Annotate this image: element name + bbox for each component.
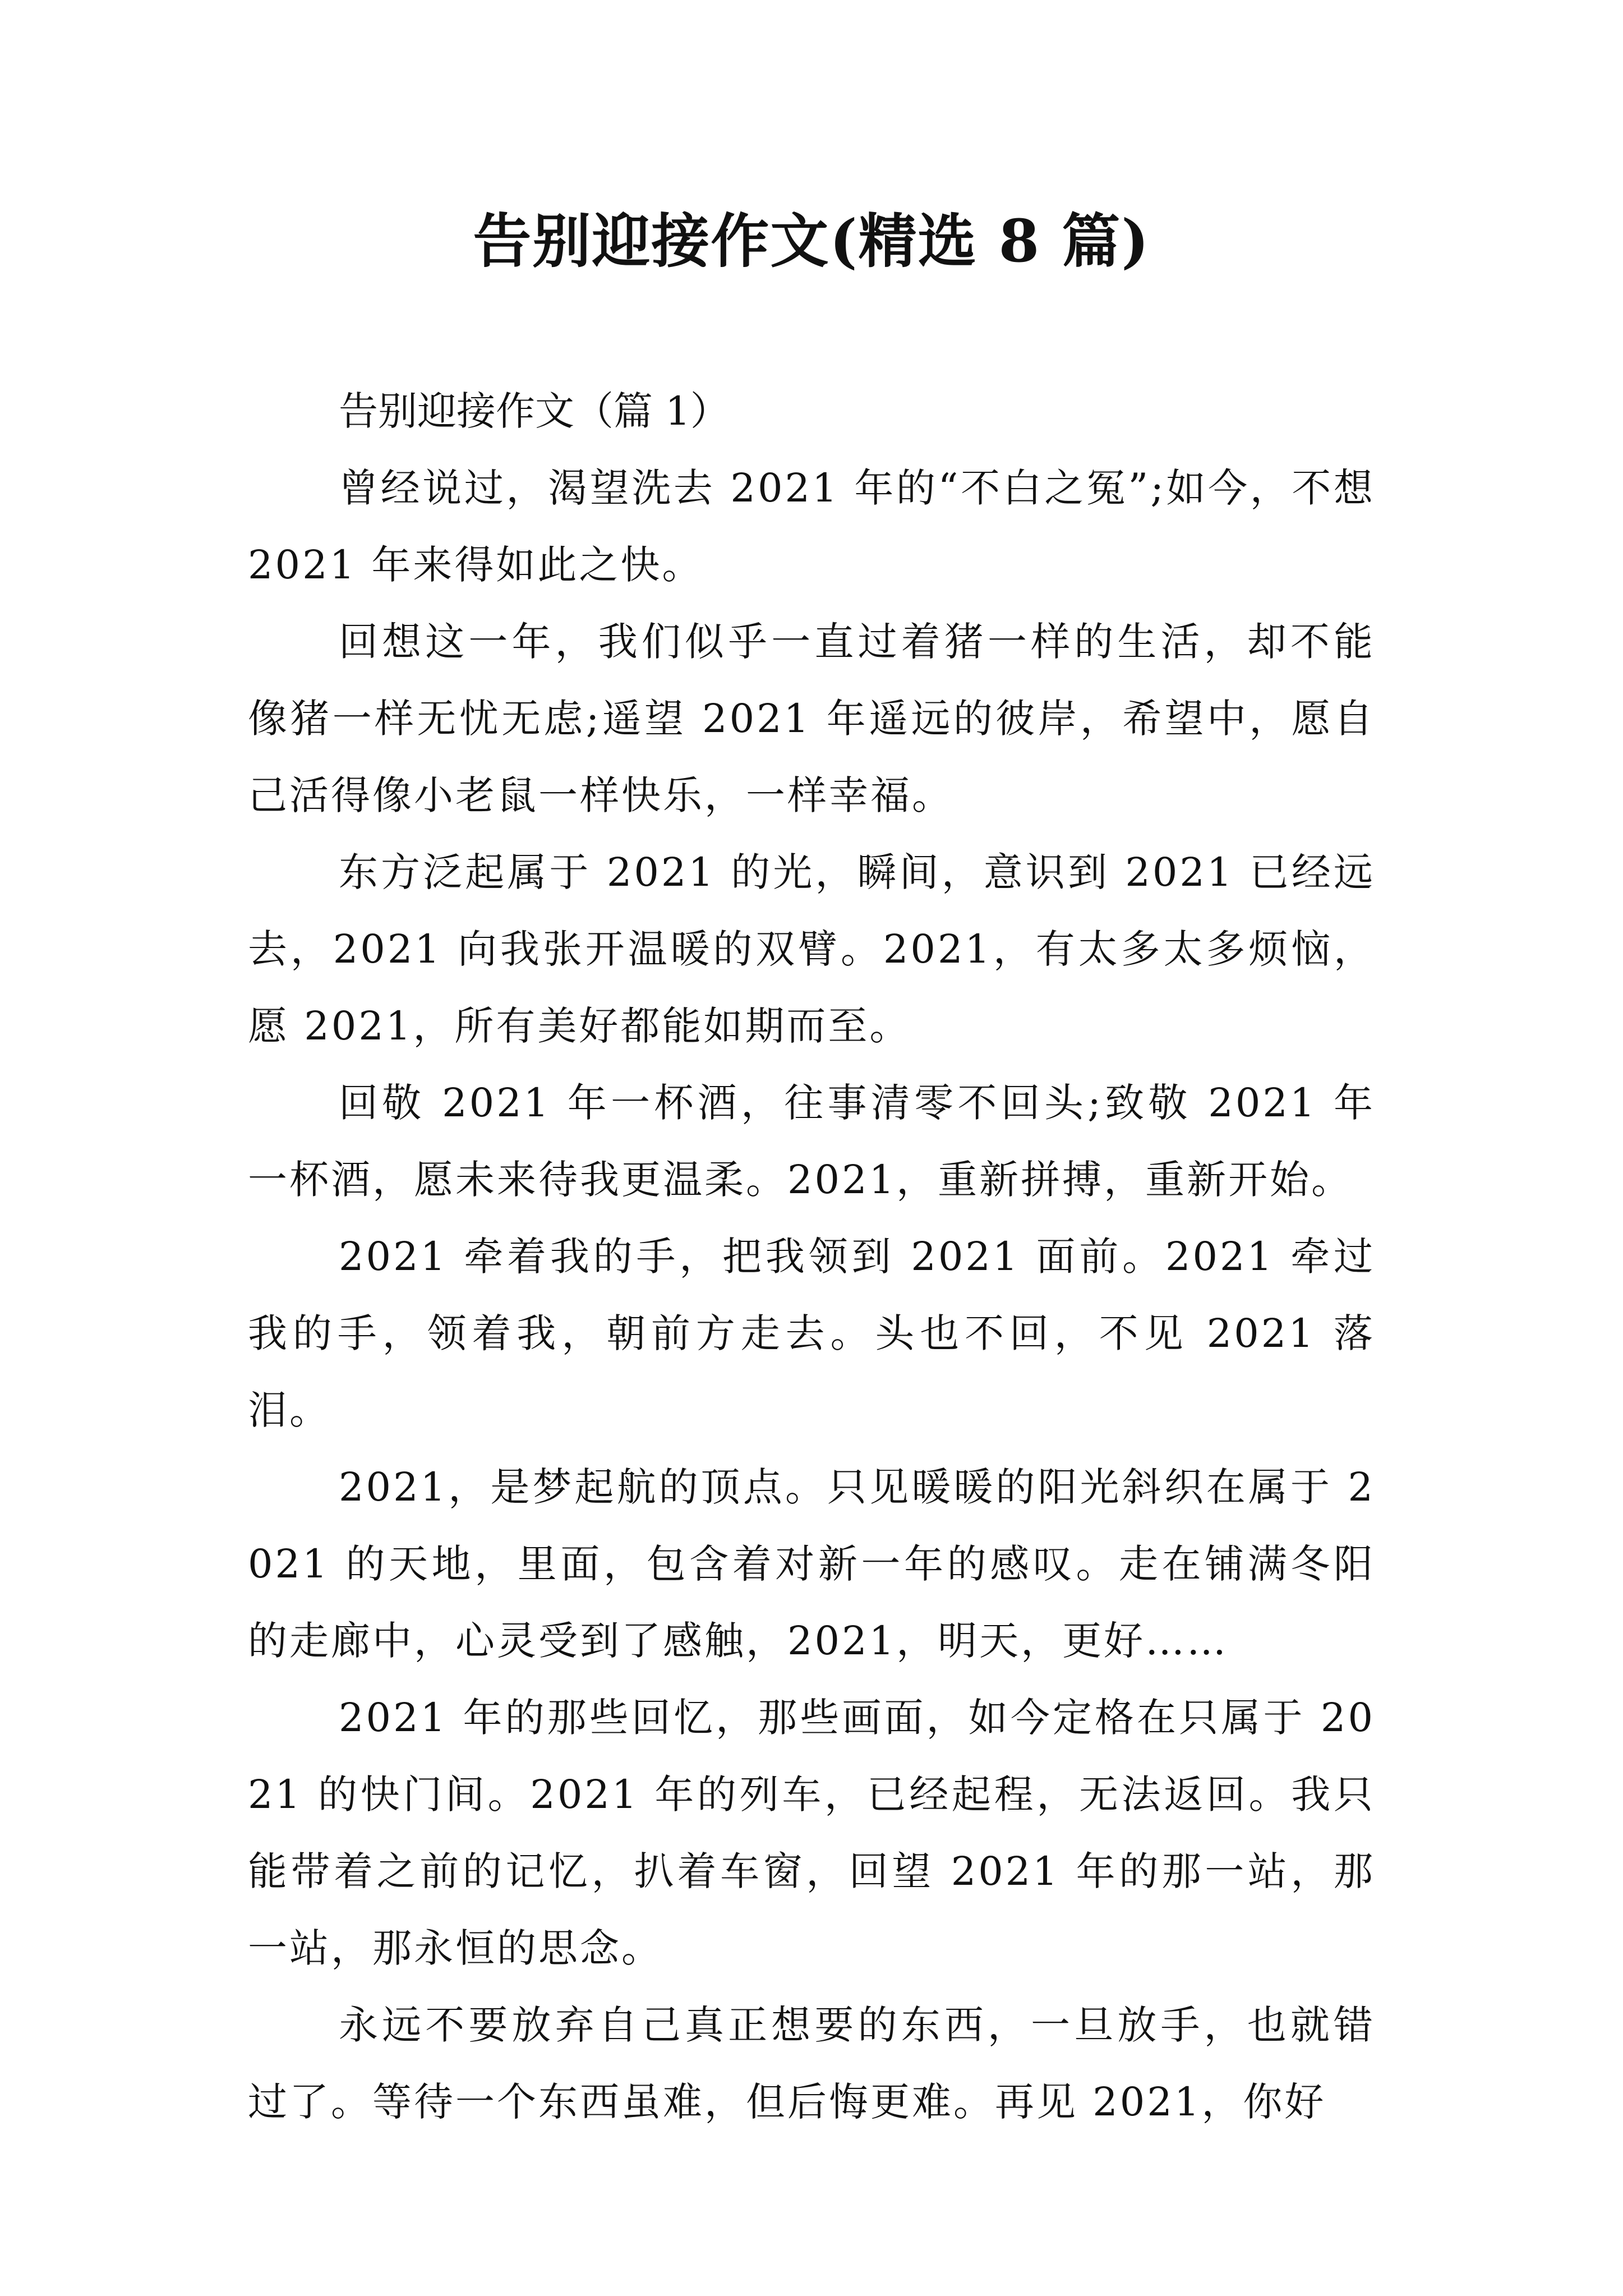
document-title: 告别迎接作文(精选 8 篇) <box>473 206 1150 275</box>
paragraph: 回想这一年，我们似乎一直过着猪一样的生活，却不能像猪一样无忧无虑;遥望 2021 年遥远的彼岸，希望中，愿自己活得像小老鼠一样快乐，一样幸福。 <box>248 619 1375 818</box>
section-heading: 告别迎接作文（篇 1） <box>339 388 730 434</box>
document-body <box>248 373 1375 2141</box>
paragraph: 2021，是梦起航的顶点。只见暖暖的阳光斜织在属于 2021 的天地，里面，包含着对新一年的感叹。走在铺满冬阳的走廊中，心灵受到了感触，2021，明天，更好…… <box>248 1464 1375 1664</box>
paragraph: 2021 年的那些回忆，那些画面，如今定格在只属于 2021 的快门间。2021 年的列车，已经起程，无法返回。我只能带着之前的记忆，扒着车窗，回望 2021 年的那一站，那一站，那永恒的思念。 <box>248 1695 1375 1971</box>
paragraph: 回敬 2021 年一杯酒，往事清零不回头;致敬 2021 年一杯酒，愿未来待我更温柔。2021，重新拼搏，重新开始。 <box>248 1080 1375 1203</box>
paragraph: 永远不要放弃自己真正想要的东西，一旦放手，也就错过了。等待一个东西虽难，但后悔更难。再见 2021，你好 <box>248 2002 1375 2125</box>
paragraph: 2021 牵着我的手，把我领到 2021 面前。2021 牵过我的手，领着我，朝前方走去。头也不回，不见 2021 落泪。 <box>248 1234 1375 1433</box>
paragraph: 东方泛起属于 2021 的光，瞬间，意识到 2021 已经远去，2021 向我张开温暖的双臂。2021，有太多太多烦恼，愿 2021，所有美好都能如期而至。 <box>248 849 1375 1049</box>
paragraph: 曾经说过，渴望洗去 2021 年的“不白之冤”;如今，不想 2021 年来得如此之快。 <box>248 465 1375 588</box>
